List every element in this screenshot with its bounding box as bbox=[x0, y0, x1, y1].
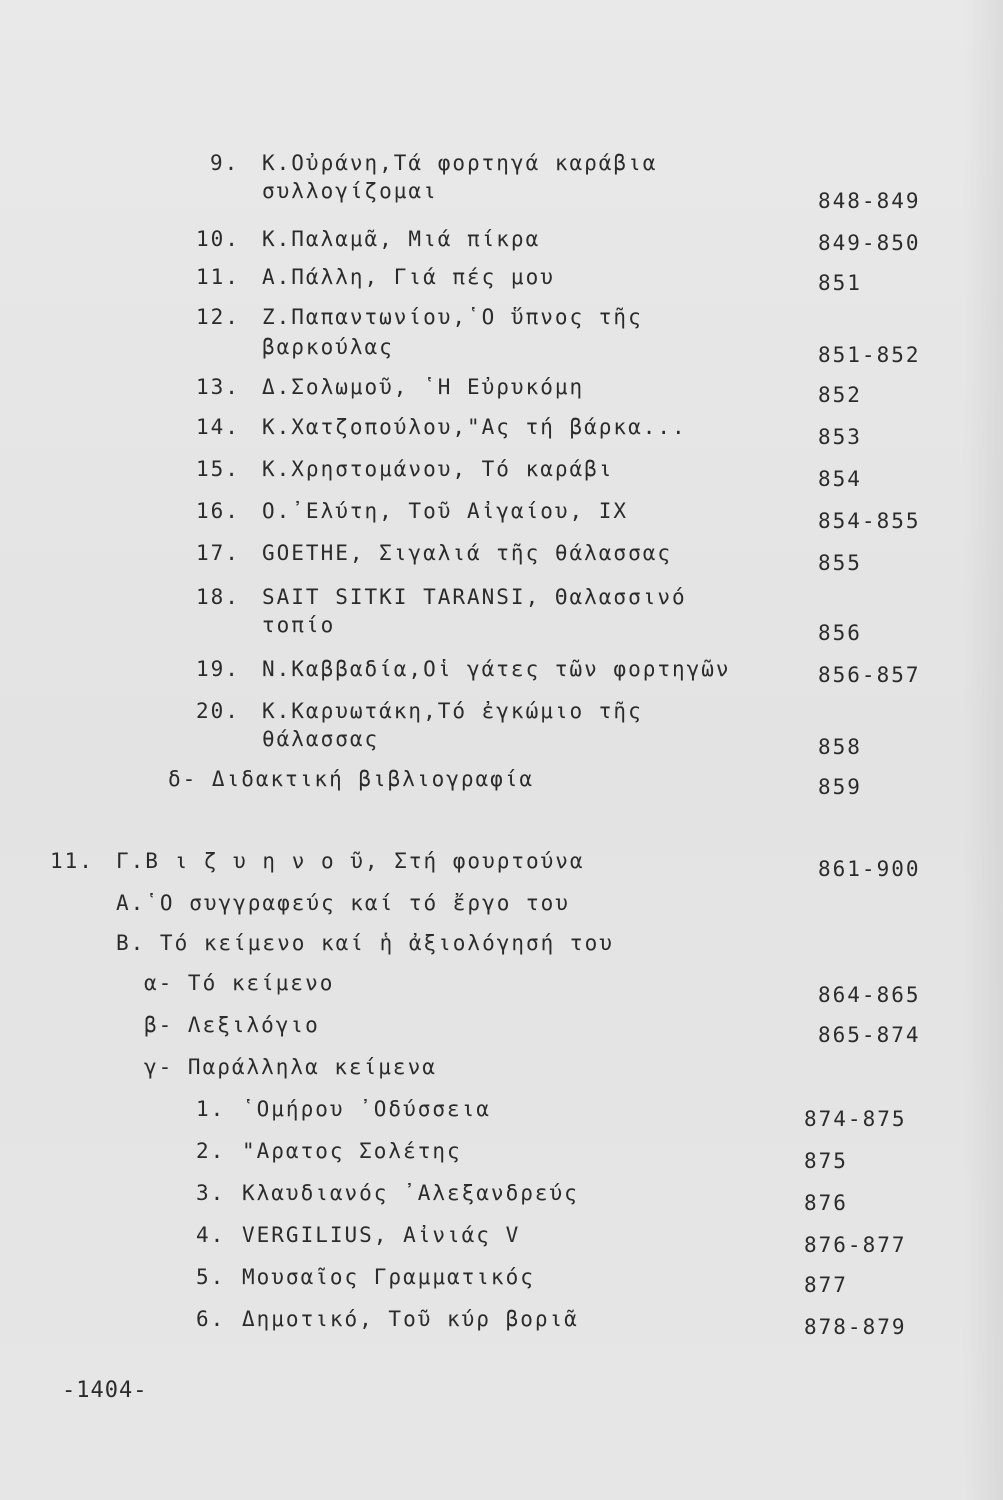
subsection-b: Β. Τό κείμενο καί ἡ ἀξιολόγησή του bbox=[116, 931, 614, 955]
entry-pages: 853 bbox=[818, 425, 862, 449]
entry-title: Μουσαῖος Γραμματικός bbox=[242, 1265, 535, 1289]
entry-title: Ο.᾿Ελύτη, Τοῦ Αἰγαίου, IX bbox=[262, 499, 629, 523]
entry-pages: 854-855 bbox=[818, 509, 921, 533]
entry-number: 11. bbox=[196, 265, 240, 289]
entry-title: Ν.Καββαδία,Οἱ γάτες τῶν φορτηγῶν bbox=[262, 657, 731, 681]
entry-pages: 854 bbox=[818, 467, 862, 491]
entry-pages: 851-852 bbox=[818, 343, 921, 367]
entry-pages: 859 bbox=[818, 775, 862, 799]
entry-pages: 876-877 bbox=[804, 1233, 907, 1257]
page-edge-shadow bbox=[963, 0, 1003, 1500]
didactic-bibliography: δ- Διδακτική βιβλιογραφία bbox=[168, 767, 535, 791]
entry-number: 2. bbox=[196, 1139, 226, 1163]
entry-number: 6. bbox=[196, 1307, 226, 1331]
entry-pages: 856 bbox=[818, 621, 862, 645]
entry-title-continued: βαρκούλας bbox=[262, 335, 394, 359]
entry-pages: 852 bbox=[818, 383, 862, 407]
subsection-alpha: α- Τό κείμενο bbox=[144, 971, 335, 995]
entry-title: SAIT SITKI TARANSI, Θαλασσινό bbox=[262, 585, 687, 609]
entry-title-continued: θάλασσας bbox=[262, 727, 380, 751]
page-number: -1404- bbox=[62, 1378, 148, 1403]
entry-number: 10. bbox=[196, 227, 240, 251]
entry-pages: 875 bbox=[804, 1149, 848, 1173]
subsection-beta: β- Λεξιλόγιο bbox=[144, 1013, 320, 1037]
section-pages: 861-900 bbox=[818, 857, 921, 881]
subsection-gamma: γ- Παράλληλα κείμενα bbox=[144, 1055, 437, 1079]
entry-number: 16. bbox=[196, 499, 240, 523]
entry-number: 14. bbox=[196, 415, 240, 439]
entry-title: VERGILIUS, Αἰνιάς V bbox=[242, 1223, 521, 1247]
entry-pages: 864-865 bbox=[818, 983, 921, 1007]
entry-number: 9. bbox=[210, 151, 240, 175]
entry-pages: 874-875 bbox=[804, 1107, 907, 1131]
entry-pages: 876 bbox=[804, 1191, 848, 1215]
entry-pages: 877 bbox=[804, 1273, 848, 1297]
entry-pages: 865-874 bbox=[818, 1023, 921, 1047]
entry-title: Κ.Οὐράνη,Τά φορτηγά καράβια bbox=[262, 151, 658, 175]
entry-number: 5. bbox=[196, 1265, 226, 1289]
entry-title: Κ.Χατζοπούλου,"Ας τή βάρκα... bbox=[262, 415, 687, 439]
entry-number: 4. bbox=[196, 1223, 226, 1247]
entry-title: Α.Πάλλη, Γιά πές μου bbox=[262, 265, 555, 289]
entry-pages: 849-850 bbox=[818, 231, 921, 255]
entry-pages: 855 bbox=[818, 551, 862, 575]
entry-pages: 858 bbox=[818, 735, 862, 759]
entry-pages: 856-857 bbox=[818, 663, 921, 687]
entry-title: GOETHE, Σιγαλιά τῆς θάλασσας bbox=[262, 541, 673, 565]
entry-title-continued: συλλογίζομαι bbox=[262, 179, 438, 203]
entry-title: Κ.Παλαμᾶ, Μιά πίκρα bbox=[262, 227, 541, 251]
entry-number: 20. bbox=[196, 699, 240, 723]
entry-number: 12. bbox=[196, 305, 240, 329]
entry-number: 3. bbox=[196, 1181, 226, 1205]
entry-title: "Αρατος Σολέτης bbox=[242, 1139, 462, 1163]
entry-title-continued: τοπίο bbox=[262, 613, 336, 637]
entry-title: Κ.Χρηστομάνου, Τό καράβι bbox=[262, 457, 614, 481]
entry-pages: 848-849 bbox=[818, 189, 921, 213]
subsection-a: Α.῾Ο συγγραφεύς καί τό ἔργο του bbox=[116, 891, 570, 915]
entry-number: 15. bbox=[196, 457, 240, 481]
entry-pages: 851 bbox=[818, 271, 862, 295]
entry-title: Ζ.Παπαντωνίου,῾Ο ὕπνος τῆς bbox=[262, 305, 643, 329]
entry-title: Κλαυδιανός ᾿Αλεξανδρεύς bbox=[242, 1181, 579, 1205]
entry-title: Δημοτικό, Τοῦ κύρ βοριᾶ bbox=[242, 1307, 579, 1331]
entry-number: 17. bbox=[196, 541, 240, 565]
entry-title: Δ.Σολωμοῦ, ῾Η Εὐρυκόμη bbox=[262, 375, 585, 399]
entry-title: ῾Ομήρου ᾿Οδύσσεια bbox=[242, 1097, 491, 1121]
section-number: 11. bbox=[50, 849, 94, 873]
entry-number: 13. bbox=[196, 375, 240, 399]
entry-title: Κ.Καρυωτάκη,Τό ἐγκώμιο τῆς bbox=[262, 699, 643, 723]
entry-number: 18. bbox=[196, 585, 240, 609]
entry-number: 19. bbox=[196, 657, 240, 681]
entry-number: 1. bbox=[196, 1097, 226, 1121]
section-title: Γ.Β ι ζ υ η ν ο ῦ, Στή φουρτούνα bbox=[116, 849, 585, 873]
entry-pages: 878-879 bbox=[804, 1315, 907, 1339]
